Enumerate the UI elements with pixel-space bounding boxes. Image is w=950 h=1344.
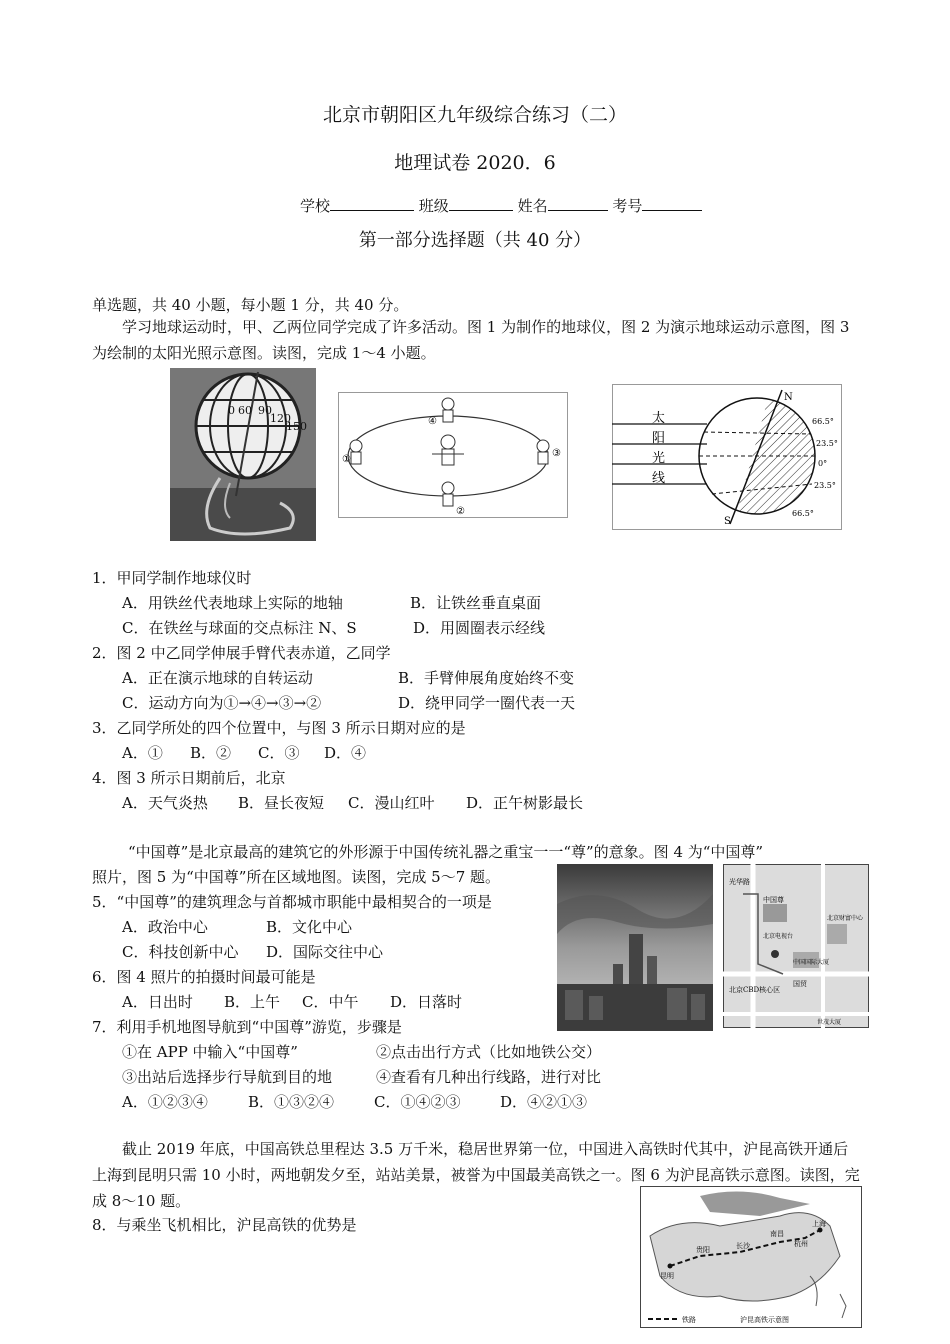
south-label: S — [724, 516, 731, 527]
city-changsha: 长沙 — [736, 1242, 750, 1250]
q7-step-4: ④查看有几种出行线路，进行对比 — [376, 1068, 602, 1086]
class-blank[interactable] — [449, 196, 513, 211]
group1-stem: 学习地球运动时，甲、乙两位同学完成了许多活动。图 1 为制作的地球仪，图 2 为演示地球运动示意图，图 3 为绘制的太阳光照示意图。读图，完成 1～4 小题。 — [92, 318, 850, 362]
q2-option-d: D．绕甲同学一圈代表一天 — [398, 694, 576, 712]
city-guiyang: 贵阳 — [696, 1246, 710, 1254]
q5-option-a: A．政治中心 — [122, 918, 208, 936]
q3-stem: 3．乙同学所处的四个位置中，与图 3 所示日期对应的是 — [92, 719, 466, 737]
q3-option-b: B．② — [190, 744, 232, 762]
intro-text: 单选题，共 40 小题，每小题 1 分，共 40 分。 — [92, 296, 409, 314]
q7-stem: 7．利用手机地图导航到“中国尊”游览，步骤是 — [92, 1018, 402, 1036]
q5-stem: 5．“中国尊”的建筑理念与首都城市职能中最相契合的一项是 — [92, 893, 492, 911]
q1-stem: 1．甲同学制作地球仪时 — [92, 569, 252, 587]
map-label-zgz: 中国尊 — [763, 896, 784, 904]
map-label-guomao: 国贸 — [793, 980, 807, 988]
q4-option-c: C．漫山红叶 — [348, 794, 435, 812]
q7-option-b: B．①③②④ — [248, 1093, 335, 1111]
group2-stem-1: “中国尊”是北京最高的建筑它的外形源于中国传统礼器之重宝一一“尊”的意象。图 4 为“中国尊” — [128, 843, 764, 861]
orbit-pos-4: ④ — [428, 416, 437, 427]
q1-option-b: B．让铁丝垂直桌面 — [410, 594, 542, 612]
q3-option-c: C．③ — [258, 744, 300, 762]
figure4-tower-photo — [557, 864, 713, 1031]
q2-stem: 2．图 2 中乙同学伸展手臂代表赤道，乙同学 — [92, 644, 391, 662]
q7-step-1: ①在 APP 中输入“中国尊” — [122, 1043, 298, 1061]
id-blank[interactable] — [642, 196, 702, 211]
name-blank[interactable] — [548, 196, 608, 211]
q3-option-d: D．④ — [324, 744, 367, 762]
group2-stem-2: 照片，图 5 为“中国尊”所在区域地图。读图，完成 5～7 题。 — [92, 868, 501, 886]
q4-stem: 4．图 3 所示日期前后，北京 — [92, 769, 286, 787]
q7-option-d: D．④②①③ — [500, 1093, 588, 1111]
sunlight-char-2: 阳 — [652, 431, 666, 446]
figure5-area-map — [723, 864, 869, 1028]
sunlight-char-1: 太 — [652, 411, 666, 426]
globe-label-150: 150 — [286, 420, 307, 433]
student-info-row — [300, 195, 702, 216]
north-label: N — [784, 392, 793, 403]
q7-step-2: ②点击出行方式（比如地铁公交） — [376, 1043, 602, 1061]
exam-subtitle: 地理试卷 2020．6 — [394, 152, 556, 174]
globe-label-90: 90 — [258, 404, 272, 417]
q7-step-3: ③出站后选择步行导航到目的地 — [122, 1068, 333, 1086]
figure2-orbit-diagram — [338, 392, 568, 518]
q6-option-c: C．中午 — [302, 993, 359, 1011]
id-label: 考号 — [612, 197, 643, 215]
group3-stem: 截止 2019 年底，中国高铁总里程达 3.5 万千米，稳居世界第一位，中国进入高铁时代其中，沪昆高铁开通后上海到昆明只需 10 小时，两地朝发夕至，站站美景，被誉为中国最美高铁之一。图 6 为沪昆高铁示意图。读图，完成 8～10 题。 — [92, 1140, 860, 1210]
q7-option-a: A．①②③④ — [122, 1093, 208, 1111]
map-label-cbd: 北京CBD核心区 — [729, 986, 781, 994]
exam-title: 北京市朝阳区九年级综合练习（二） — [322, 104, 627, 126]
school-label: 学校 — [300, 197, 331, 215]
map-legend-rail: 铁路 — [682, 1316, 696, 1324]
q1-option-d: D．用圆圈表示经线 — [413, 619, 546, 637]
q1-option-c: C．在铁丝与球面的交点标注 N、S — [122, 619, 357, 637]
map-label-intl: 中国国际大厦 — [793, 959, 830, 966]
q7-option-c: C．①④②③ — [374, 1093, 461, 1111]
q2-option-b: B．手臂伸展角度始终不变 — [398, 669, 575, 687]
city-nanchang: 南昌 — [770, 1230, 784, 1238]
figure3-sunlight-diagram — [612, 384, 842, 530]
q3-option-a: A．① — [122, 744, 163, 762]
figure6-rail-map — [640, 1186, 862, 1328]
globe-label-60: 60 — [238, 404, 252, 417]
lat-label-5: 66.5° — [792, 509, 814, 518]
map-caption: 沪昆高铁示意图 — [740, 1316, 789, 1324]
q1-option-a: A．用铁丝代表地球上实际的地轴 — [122, 594, 343, 612]
map-label-shimao: 世茂大厦 — [817, 1019, 842, 1026]
q4-option-d: D．正午树影最长 — [466, 794, 584, 812]
map-label-btv: 北京电视台 — [763, 933, 794, 940]
q4-option-b: B．昼长夜短 — [238, 794, 325, 812]
sunlight-char-4: 线 — [652, 471, 666, 486]
q6-option-b: B．上午 — [224, 993, 281, 1011]
sunlight-char-3: 光 — [652, 451, 666, 466]
q2-option-c: C．运动方向为①→④→③→② — [122, 694, 322, 712]
map-label-fortune: 北京财富中心 — [827, 915, 864, 922]
q8-stem: 8．与乘坐飞机相比，沪昆高铁的优势是 — [92, 1216, 357, 1234]
lat-label-2: 23.5° — [816, 439, 838, 448]
orbit-pos-3: ③ — [552, 448, 561, 459]
q6-stem: 6．图 4 照片的拍摄时间最可能是 — [92, 968, 316, 986]
q5-option-d: D．国际交往中心 — [266, 943, 384, 961]
class-label: 班级 — [418, 197, 449, 215]
orbit-pos-1: ① — [342, 454, 351, 465]
globe-label-120: 120 — [270, 412, 291, 425]
q2-option-a: A．正在演示地球的自转运动 — [122, 669, 313, 687]
part-heading: 第一部分选择题（共 40 分） — [358, 230, 592, 251]
name-label: 姓名 — [517, 197, 548, 215]
school-blank[interactable] — [330, 196, 414, 211]
q5-option-b: B．文化中心 — [266, 918, 353, 936]
globe-label-0: 0 — [228, 404, 235, 417]
q6-option-a: A．日出时 — [122, 993, 193, 1011]
city-kunming: 昆明 — [660, 1272, 674, 1280]
lat-label-1: 66.5° — [812, 417, 834, 426]
q4-option-a: A．天气炎热 — [122, 794, 208, 812]
map-label-guanghua: 光华路 — [729, 878, 750, 886]
city-hangzhou: 杭州 — [794, 1240, 808, 1248]
figure1-globe-photo — [170, 368, 316, 541]
city-shanghai: 上海 — [812, 1220, 826, 1228]
orbit-pos-2: ② — [456, 506, 465, 517]
lat-label-4: 23.5° — [814, 481, 836, 490]
lat-label-3: 0° — [818, 459, 828, 468]
q6-option-d: D．日落时 — [390, 993, 463, 1011]
q5-option-c: C．科技创新中心 — [122, 943, 239, 961]
